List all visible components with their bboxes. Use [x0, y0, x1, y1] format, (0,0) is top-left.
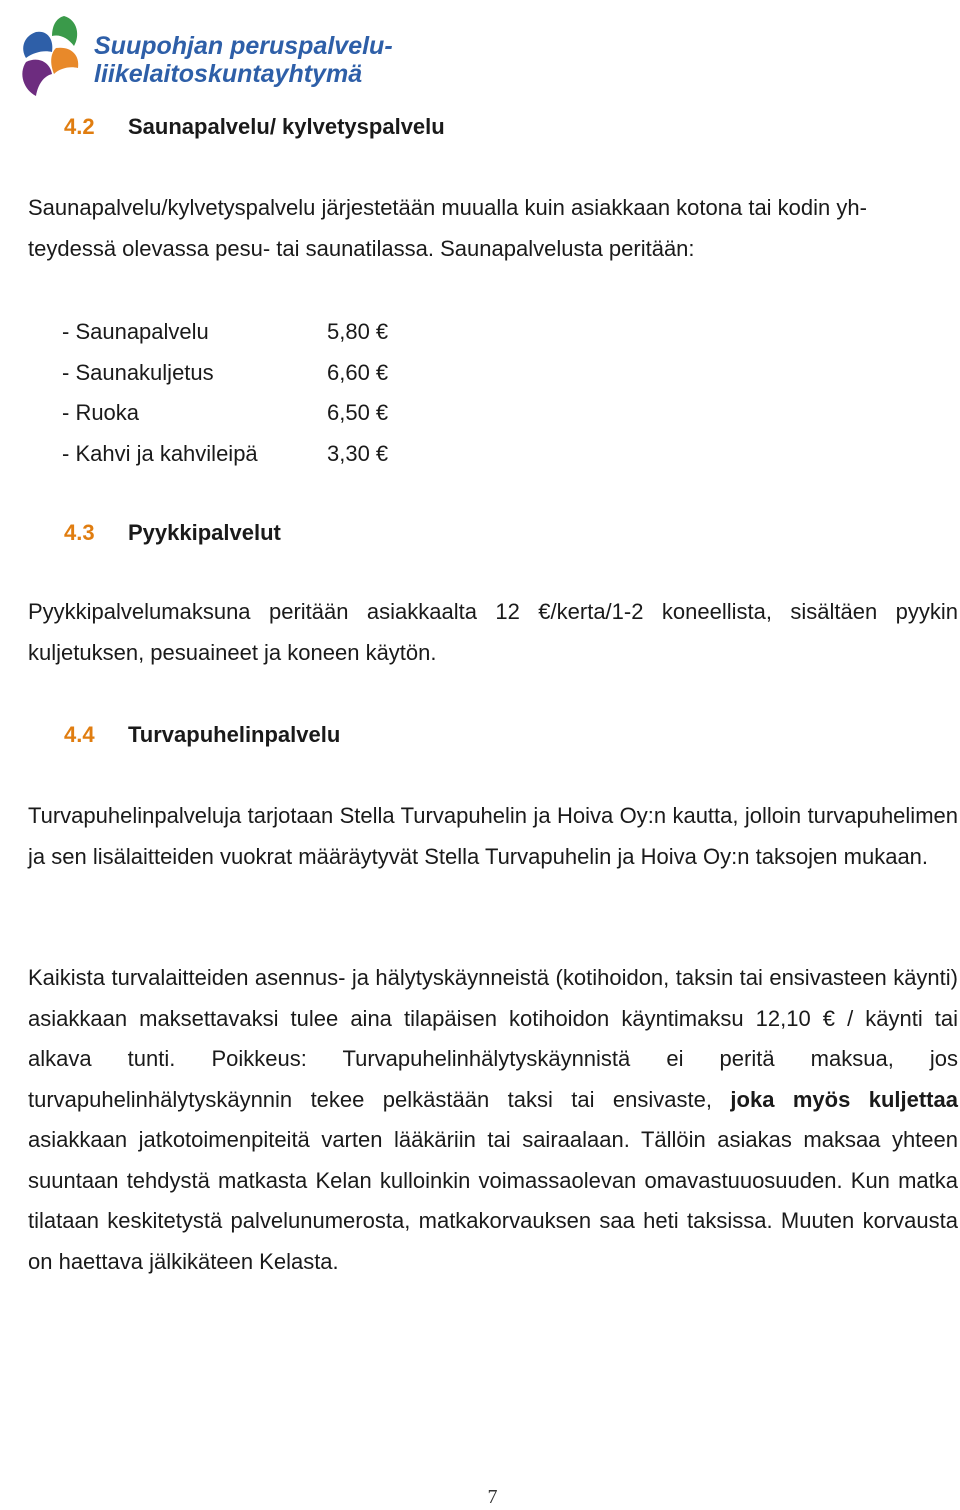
price-label: - Ruoka — [62, 400, 140, 425]
price-label: - Saunapalvelu — [62, 319, 209, 344]
section-number: 4.4 — [64, 722, 95, 747]
logo-leaves-icon — [12, 12, 92, 107]
section-4-4-paragraph-2 — [28, 958, 958, 1282]
price-row — [62, 393, 422, 434]
section-title: Turvapuhelinpalvelu — [128, 722, 341, 747]
emphasized-text: joka myös kuljettaa — [730, 1086, 958, 1112]
price-row — [62, 353, 422, 394]
paragraph-text: asiakkaan jatkotoimenpiteitä varten lääkäriin tai sairaalaan. Tällöin asiakas maksaa yhteen suuntaan tehdystä matkasta Kelan kulloinkin voimassaolevan omavastuuosuuden. Kun matka tilataan keskitetystä palvelunumerosta, matkakorvauksen saa heti taksissa. Muuten korvausta on haettava jälkikäteen Kelasta. — [28, 1127, 958, 1274]
paragraph-text: Kaikista turvalaitteiden asennus- ja hälytyskäynneistä (kotihoidon, taksin tai ensivasteen käynti) asiakkaan maksettavaksi tulee aina tilapäisen kotihoidon käyntimaksu 12,10 € / käynti tai alkava tunti. Poikkeus: Turvapuhelinhälytyskäynnistä ei peritä maksua, jos turvapuhelinhälytyskäynnin tekee pelkästään taksi tai ensivaste, — [28, 965, 958, 1112]
logo-text-line2: liikelaitoskuntayhtymä — [94, 60, 363, 88]
section-number: 4.2 — [64, 114, 95, 139]
organization-logo — [12, 12, 392, 107]
page-number: 7 — [487, 1486, 498, 1508]
section-4-2-paragraph-line2: teydessä olevassa pesu- tai saunatilassa. Saunapalvelusta peritään: — [28, 236, 695, 261]
price-value: 6,60 € — [327, 359, 389, 385]
price-value: 3,30 € — [327, 440, 389, 466]
price-value: 6,50 € — [327, 400, 389, 425]
section-4-2-paragraph-line1: Saunapalvelu/kylvetyspalvelu järjestetään muualla kuin asiakkaan kotona tai kodin yh- — [28, 195, 867, 220]
price-row — [62, 434, 422, 475]
logo-text-line1: Suupohjan peruspalvelu- — [94, 32, 393, 60]
price-list — [62, 312, 422, 474]
price-value: 5,80 € — [327, 319, 389, 344]
section-4-3-paragraph: Pyykkipalvelumaksuna peritään asiakkaalta 12 €/kerta/1-2 koneellista, sisältäen pyykin kuljetuksen, pesuaineet ja koneen käytön. — [28, 599, 958, 665]
section-title: Saunapalvelu/ kylvetyspalvelu — [128, 114, 445, 139]
section-4-4-paragraph-1: Turvapuhelinpalveluja tarjotaan Stella Turvapuhelin ja Hoiva Oy:n kautta, jolloin turvapuhelimen ja sen lisälaitteiden vuokrat määräytyvät Stella Turvapuhelin ja Hoiva Oy:n taksojen mukaan. — [28, 803, 958, 869]
price-label: - Saunakuljetus — [62, 359, 214, 385]
price-label: - Kahvi ja kahvileipä — [62, 440, 258, 466]
price-row — [62, 312, 422, 353]
section-4-2-heading — [64, 114, 445, 140]
section-number: 4.3 — [64, 520, 95, 545]
section-title: Pyykkipalvelut — [128, 520, 281, 545]
section-4-4-heading — [64, 722, 340, 748]
section-4-3-heading — [64, 520, 281, 546]
